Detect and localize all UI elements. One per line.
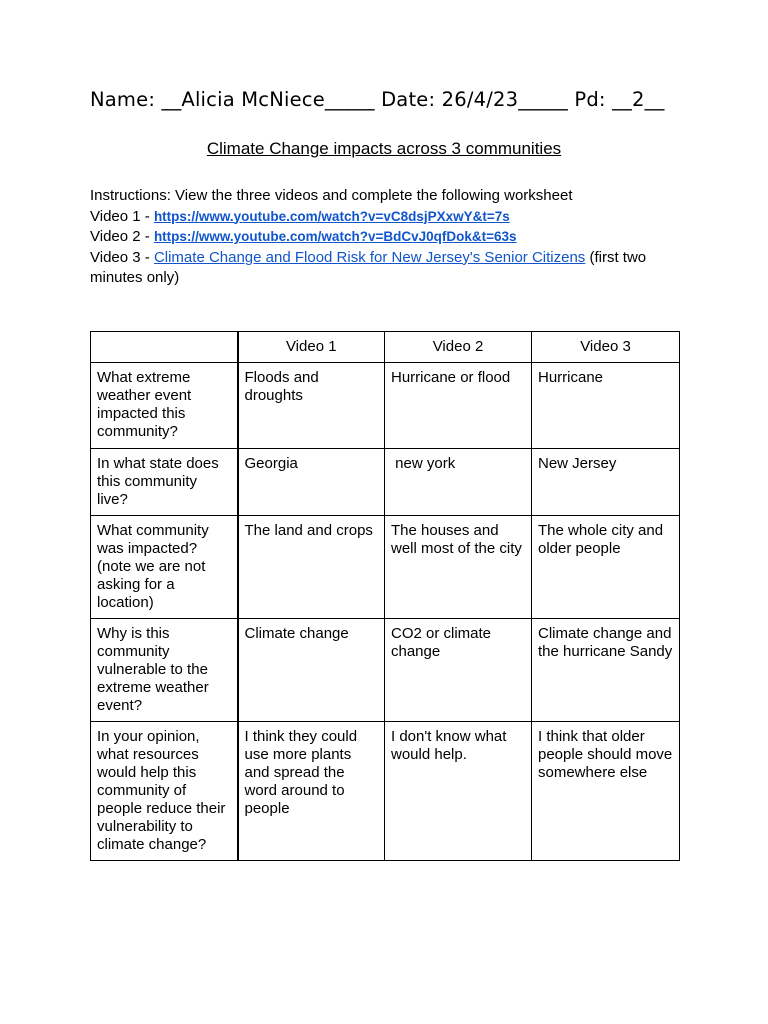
table-header-cell: Video 2 (385, 332, 532, 363)
video-2-label: Video 2 - (90, 228, 154, 245)
answer-cell[interactable]: The whole city and older people (532, 516, 680, 619)
table-header-cell: Video 3 (532, 332, 680, 363)
answer-cell[interactable]: I don't know what would help. (385, 722, 532, 861)
table-row (91, 722, 680, 861)
video-3-line (90, 248, 690, 289)
answer-cell[interactable]: The land and crops (238, 516, 385, 619)
answer-cell[interactable]: New Jersey (532, 449, 680, 516)
video-3-link[interactable]: Climate Change and Flood Risk for New Jersey's Senior Citizens (153, 248, 586, 266)
answer-cell[interactable]: Georgia (238, 449, 385, 516)
video-1-label: Video 1 - (90, 207, 154, 225)
instructions-block (90, 186, 690, 289)
name-value: __Alicia McNiece_____ (161, 88, 375, 111)
answer-cell[interactable]: I think they could use more plants and spread the word around to people (238, 722, 385, 861)
answer-cell[interactable]: Hurricane (532, 363, 680, 449)
question-cell: What community was impacted? (note we are not asking for a location) (91, 516, 238, 619)
student-info-line (90, 88, 665, 111)
question-cell: In what state does this community live? (91, 449, 238, 516)
period-label: Pd: (568, 88, 613, 111)
date-value: 26/4/23_____ (441, 88, 568, 111)
video-1-link[interactable]: https://www.youtube.com/watch?v=vC8dsjPXxwY&t=7s (153, 208, 510, 224)
date-label: Date: (374, 88, 442, 111)
table-row (91, 449, 680, 516)
table-row (91, 363, 680, 449)
answer-cell[interactable]: The houses and well most of the city (385, 516, 532, 619)
table-header-cell: Video 1 (238, 332, 385, 363)
answer-cell[interactable]: Climate change and the hurricane Sandy (532, 619, 680, 722)
question-cell: What extreme weather event impacted this community? (91, 363, 238, 449)
answer-cell[interactable]: Hurricane or flood (385, 363, 532, 449)
table-row (91, 619, 680, 722)
answer-cell[interactable]: CO2 or climate change (385, 619, 532, 722)
question-cell: In your opinion, what resources would help this community of people reduce their vulnerability to climate change? (91, 722, 238, 861)
video-2-link[interactable]: https://www.youtube.com/watch?v=BdCvJ0qfDok&t=63s (153, 229, 517, 244)
period-value: __2__ (612, 88, 665, 111)
table-header-cell (91, 332, 238, 363)
instructions-text: Instructions: View the three videos and complete the following worksheet (90, 187, 573, 204)
name-label: Name: (90, 88, 162, 111)
table-row (91, 516, 680, 619)
question-cell: Why is this community vulnerable to the extreme weather event? (91, 619, 238, 722)
video-1-line (90, 207, 690, 228)
video-3-label: Video 3 - (90, 248, 154, 266)
table-header-row (91, 332, 680, 363)
answer-cell[interactable]: new york (385, 449, 532, 516)
video-3-note: (first two minutes only) (90, 248, 647, 286)
answer-cell[interactable]: I think that older people should move somewhere else (532, 722, 680, 861)
worksheet-table (90, 331, 680, 861)
answer-cell[interactable]: Climate change (238, 619, 385, 722)
video-2-line (90, 227, 690, 248)
worksheet-title: Climate Change impacts across 3 communities (206, 139, 562, 158)
answer-cell[interactable]: Floods and droughts (238, 363, 385, 449)
